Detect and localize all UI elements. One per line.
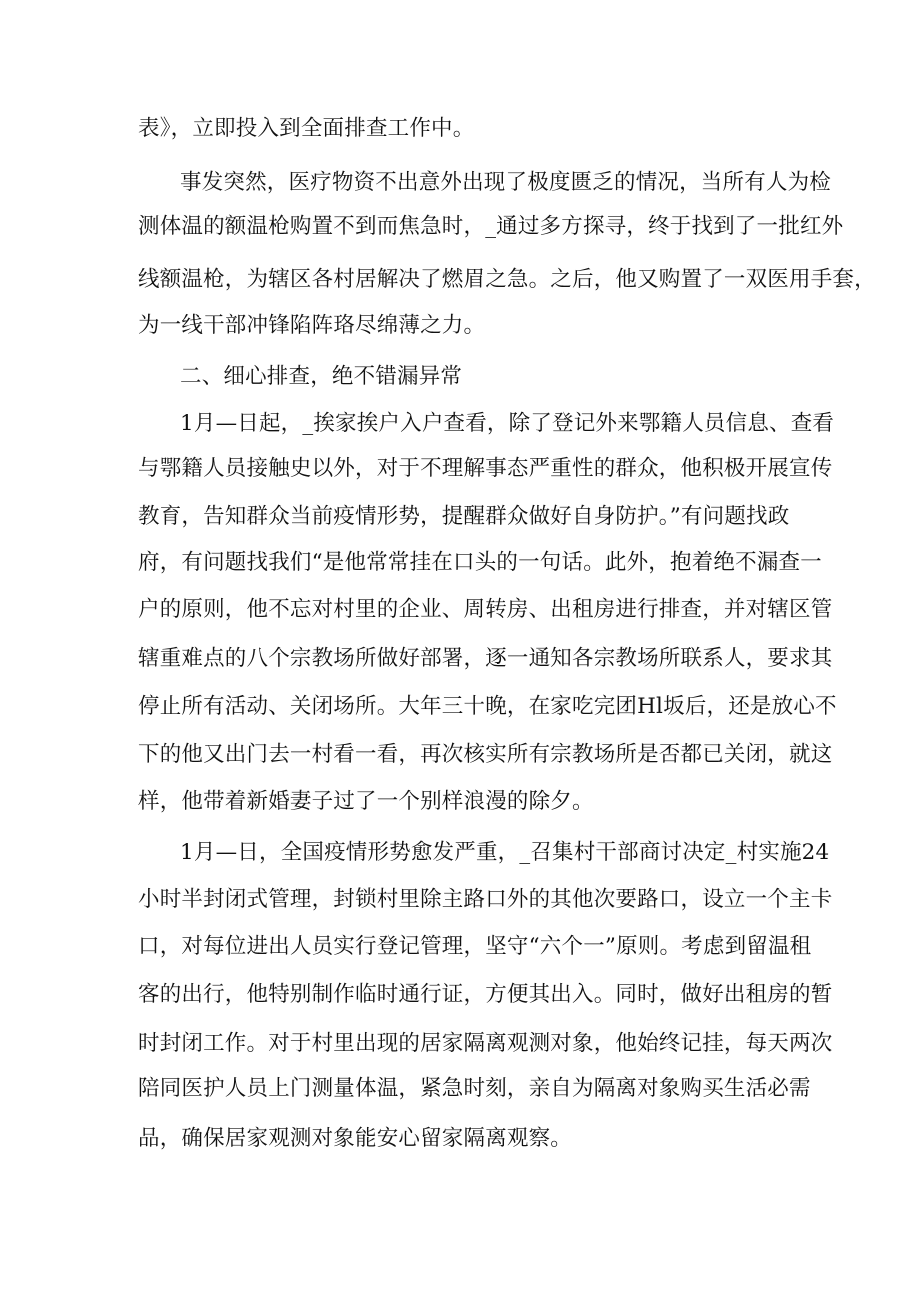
paragraph-line: 与鄂籍人员接触史以外，对于不理解事态严重性的群众，他积极开展宣传 — [138, 456, 833, 481]
paragraph-line: 时封闭工作。对于村里出现的居家隔离观测对象，他始终记挂，每天两次 — [138, 1031, 833, 1056]
paragraph-line: 客的出行，他特别制作临时通行证，方便其出入。同时，做好出租房的暂 — [138, 982, 833, 1007]
paragraph-line: 教育，告知群众当前疫情形势，提醒群众做好自身防护。”有问题找政 — [138, 504, 790, 529]
paragraph-line: 品，确保居家观测对象能安心留家隔离观察。 — [138, 1126, 573, 1151]
paragraph-line: 口，对每位进出人员实行登记管理，坚守“六个一”原则。考虑到留温租 — [138, 934, 812, 959]
paragraph-line: 陪同医护人员上门测量体温，紧急时刻，亲自为隔离对象购买生活必需 — [138, 1076, 811, 1101]
paragraph-line: 线额温枪，为辖区各村居解决了燃眉之急。之后，他又购置了一双医用手套， — [138, 267, 876, 292]
paragraph-line: 为一线干部冲锋陷阵珞尽绵薄之力。 — [138, 313, 486, 338]
section-heading: 二、细心排查，绝不错漏异常 — [180, 364, 463, 389]
paragraph-line: 下的他又出门去一村看一看，再次核实所有宗教场所是否都已关闭，就这 — [138, 742, 833, 767]
paragraph-line: 1月—日，全国疫情形势愈发严重，_召集村干部商讨决定_村实施24 — [180, 840, 830, 865]
paragraph-line: 府，有问题找我们“是他常常挂在口头的一句话。此外，抱着绝不漏查一 — [138, 550, 822, 575]
paragraph-line: 户的原则，他不忘对村里的企业、周转房、出租房进行排查，并对辖区管 — [138, 597, 833, 622]
paragraph-line: 样，他带着新婚妻子过了一个别样浪漫的除夕。 — [138, 789, 594, 814]
paragraph-line: 辖重难点的八个宗教场所做好部署，逐一通知各宗教场所联系人，要求其 — [138, 646, 833, 671]
paragraph-line: 事发突然，医疗物资不出意外出现了极度匮乏的情况，当所有人为检 — [180, 170, 832, 195]
paragraph-line: 表》，立即投入到全面排查工作中。 — [138, 116, 475, 141]
paragraph-line: 小时半封闭式管理，封锁村里除主路口外的其他次要路口，设立一个主卡 — [138, 887, 833, 912]
paragraph-line: 停止所有活动、关闭场所。大年三十晚，在家吃完团Hl坂后，还是放心不 — [138, 694, 837, 719]
paragraph-line: 测体温的额温枪购置不到而焦急时，_通过多方探寻，终于找到了一批红外 — [138, 214, 844, 239]
paragraph-line: 1月—日起，_挨家挨户入户查看，除了登记外来鄂籍人员信息、查看 — [180, 411, 835, 436]
